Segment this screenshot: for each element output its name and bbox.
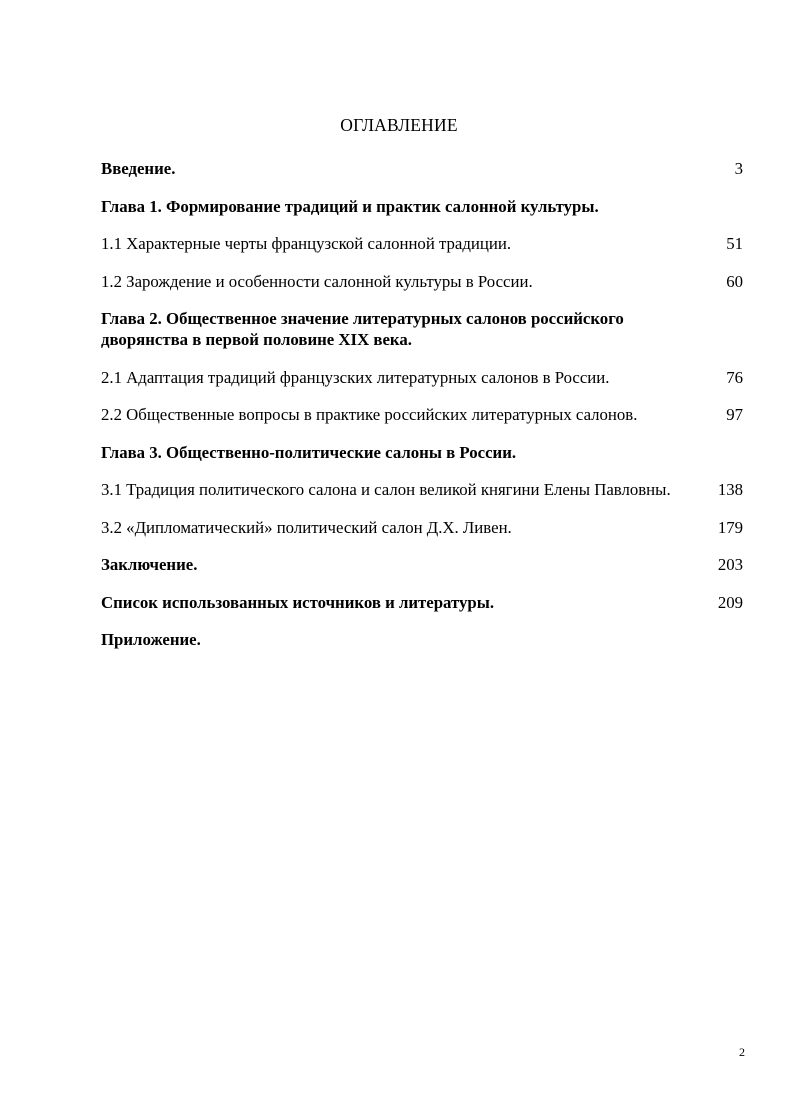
- toc-entry-section-3-1: [101, 479, 743, 500]
- toc-entry-conclusion: [101, 554, 743, 575]
- toc-entry-sources: [101, 592, 743, 613]
- toc-entry-chapter-2: [101, 308, 743, 350]
- toc-entry-text: Глава 1. Формирование традиций и практик салонной культуры.: [101, 196, 599, 216]
- toc-entry-section-2-1: [101, 367, 743, 388]
- toc-entry-text: 1.1 Характерные черты французской салонной традиции.: [101, 234, 512, 253]
- toc-entry-text: Глава 2. Общественное значение литературных салонов российского дворянства в первой половине XIX века.: [101, 309, 624, 349]
- page-number: 2: [739, 1045, 745, 1059]
- toc-entry-page-number: 51: [726, 234, 743, 253]
- toc-entries: [101, 158, 743, 667]
- toc-entry-page-number: 209: [717, 592, 743, 612]
- toc-entry-text: 3.1 Традиция политического салона и салон великой княгини Елены Павловны.: [101, 480, 671, 499]
- toc-entry-page-number: 60: [726, 271, 743, 291]
- toc-entry-chapter-1: [101, 196, 743, 217]
- toc-entry-text: 2.2 Общественные вопросы в практике российских литературных салонов.: [101, 405, 638, 424]
- toc-entry-text: 1.2 Зарождение и особенности салонной культуры в России.: [101, 271, 533, 291]
- toc-entry-section-3-2: [101, 517, 743, 538]
- toc-entry-text: 2.1 Адаптация традиций французских литературных салонов в России.: [101, 367, 610, 387]
- toc-entry-page-number: 97: [726, 405, 743, 424]
- toc-entry-text: 3.2 «Дипломатический» политический салон Д.Х. Ливен.: [101, 517, 512, 537]
- toc-entry-page-number: 3: [734, 159, 743, 178]
- toc-entry-section-1-2: [101, 271, 743, 292]
- toc-entry-introduction: [101, 158, 743, 179]
- toc-entry-chapter-3: [101, 442, 743, 463]
- toc-entry-text: Введение.: [101, 159, 176, 178]
- toc-entry-text: Список использованных источников и литературы.: [101, 592, 495, 612]
- toc-entry-page-number: 179: [717, 517, 743, 537]
- toc-entry-text: Заключение.: [101, 555, 198, 574]
- toc-entry-page-number: 76: [726, 367, 743, 387]
- toc-entry-section-2-2: [101, 404, 743, 425]
- toc-title: ОГЛАВЛЕНИЕ: [340, 115, 458, 135]
- toc-entry-section-1-1: [101, 233, 743, 254]
- toc-entry-page-number: 138: [717, 480, 743, 499]
- toc-entry-page-number: 203: [717, 555, 743, 574]
- toc-entry-text: Приложение.: [101, 630, 201, 649]
- toc-entry-appendix: [101, 629, 743, 650]
- toc-entry-text: Глава 3. Общественно-политические салоны в России.: [101, 442, 517, 462]
